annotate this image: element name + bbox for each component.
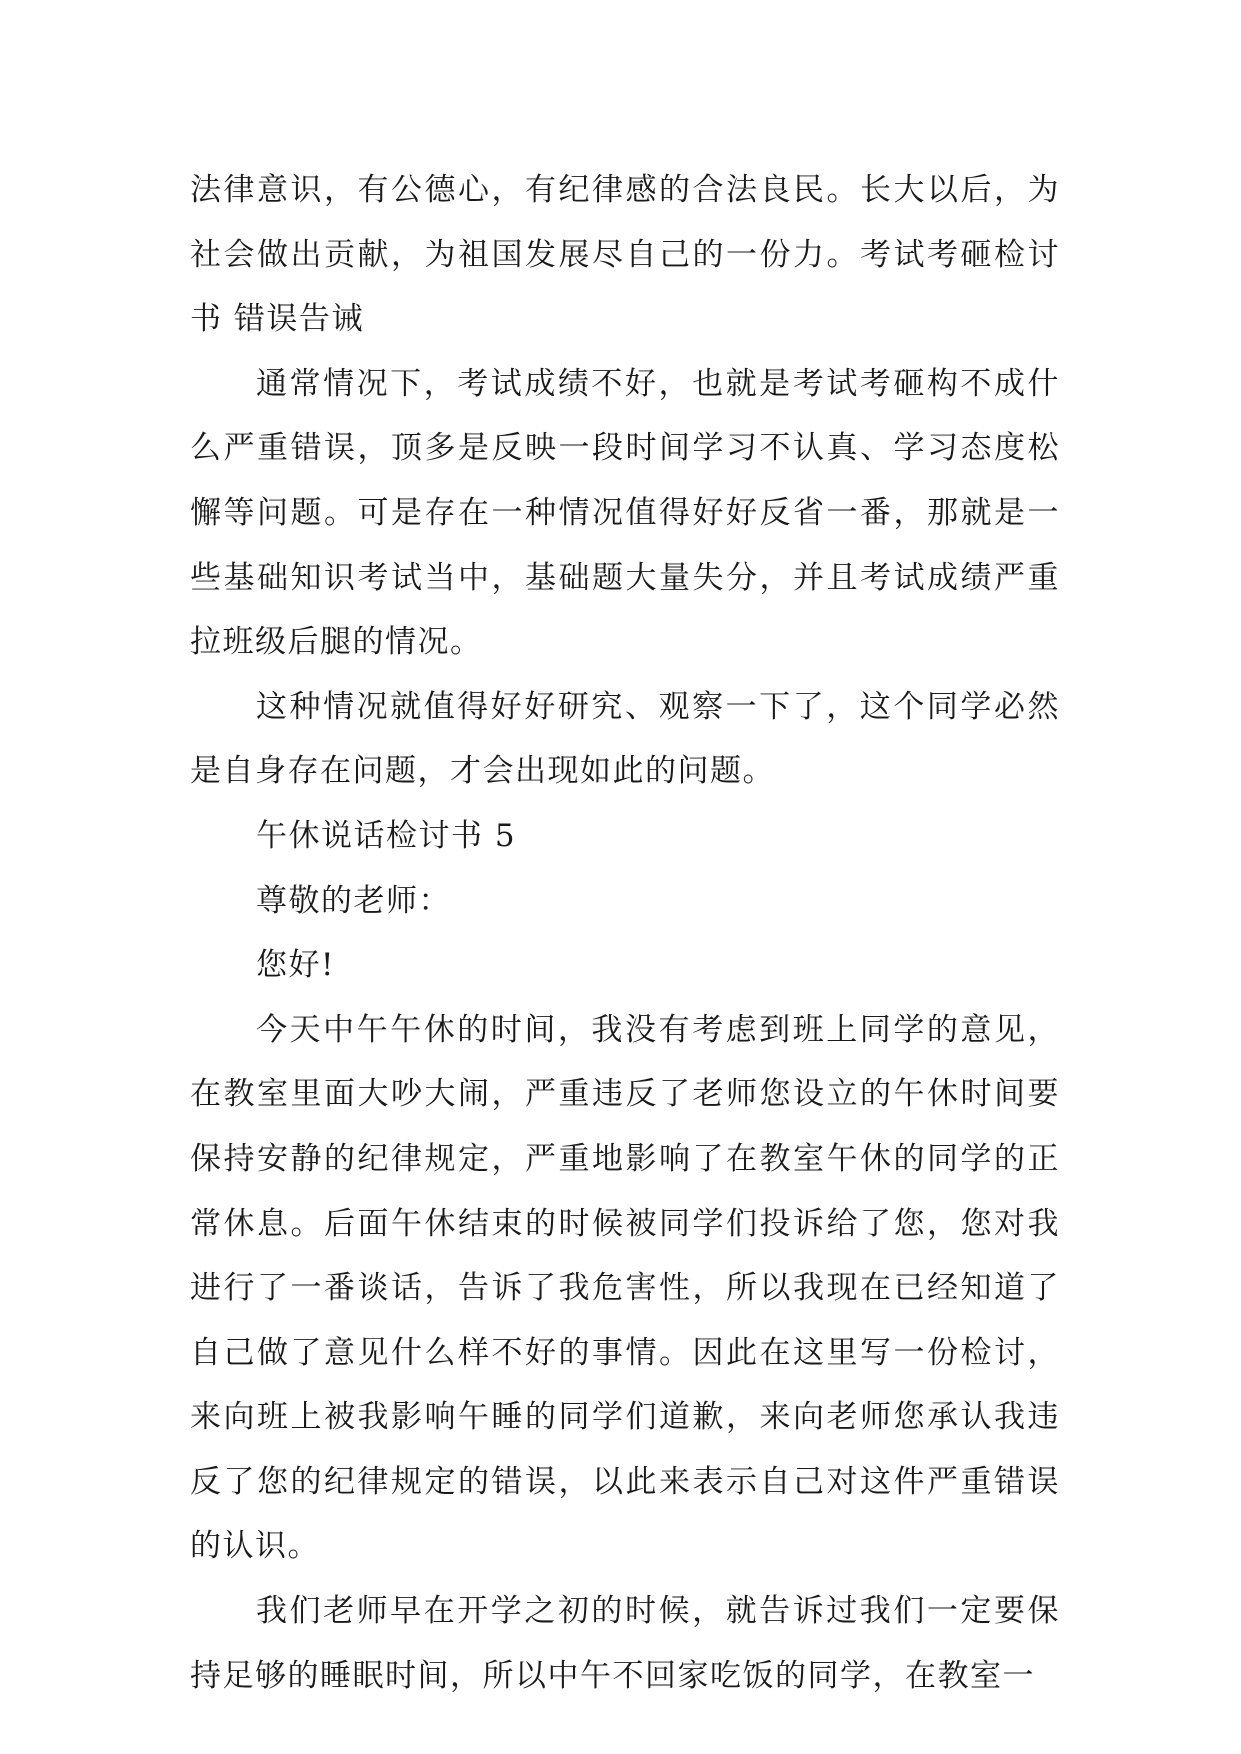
paragraph-1: 法律意识，有公德心，有纪律感的合法良民。长大以后，为社会做出贡献，为祖国发展尽自己的一份力。考试考砸检讨书 错误告诫 bbox=[190, 172, 1060, 338]
greeting: 您好! bbox=[256, 947, 335, 984]
salutation: 尊敬的老师： bbox=[256, 882, 451, 919]
document-body bbox=[190, 158, 1060, 1708]
paragraph-4: 今天中午午休的时间，我没有考虑到班上同学的意见，在教室里面大吵大闹，严重违反了老师您设立的午休时间要保持安静的纪律规定，严重地影响了在教室午休的同学的正常休息。后面午休结束的时候被同学们投诉给了您，您对我进行了一番谈话，告诉了我危害性，所以我现在已经知道了自己做了意见什么样不好的事情。因此在这里写一份检讨，来向班上被我影响午睡的同学们道歉，来向老师您承认我违反了您的纪律规定的错误，以此来表示自己对这件严重错误的认识。 bbox=[190, 1011, 1060, 1565]
paragraph-2: 通常情况下，考试成绩不好，也就是考试考砸构不成什么严重错误，顶多是反映一段时间学习不认真、学习态度松懈等问题。可是存在一种情况值得好好反省一番，那就是一些基础知识考试当中，基础题大量失分，并且考试成绩严重拉班级后腿的情况。 bbox=[190, 365, 1060, 661]
section-title: 午休说话检讨书 5 bbox=[256, 817, 517, 854]
paragraph-3: 这种情况就值得好好研究、观察一下了，这个同学必然是自身存在问题，才会出现如此的问题。 bbox=[190, 688, 1060, 790]
paragraph-5: 我们老师早在开学之初的时候，就告诉过我们一定要保持足够的睡眠时间，所以中午不回家吃饭的同学，在教室一 bbox=[190, 1593, 1060, 1694]
